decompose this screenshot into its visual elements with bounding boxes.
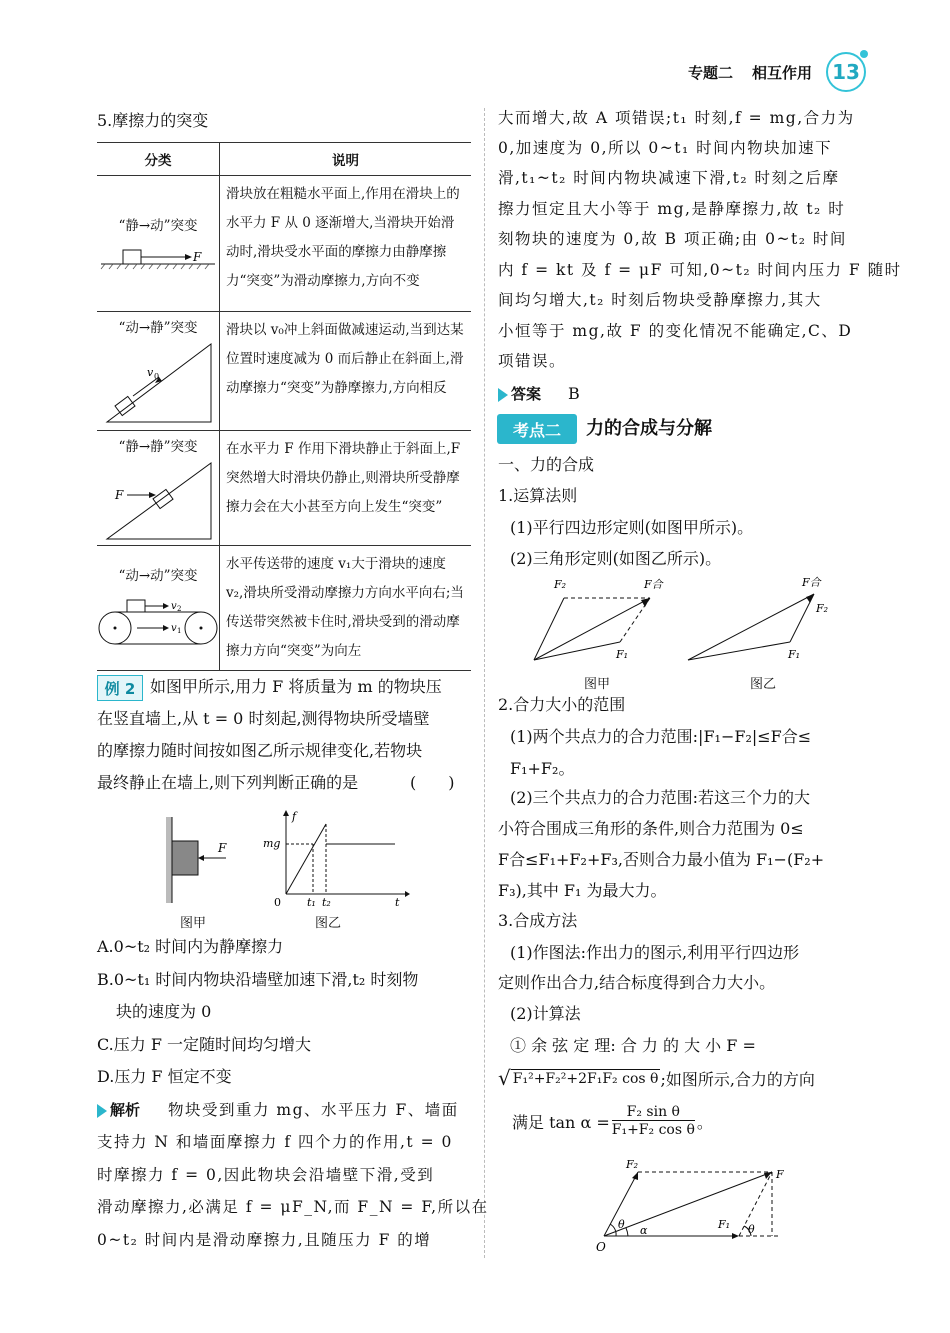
- example-stem-line: 最终静止在墙上,则下列判断正确的是: [97, 773, 359, 792]
- desc-cell: 滑块放在粗糙水平面上,作用在滑块上的水平力 F 从 0 逐渐增大,当滑块开始滑动时,滑块受水平面的摩擦力由静摩擦力“突变”为滑动摩擦力,方向不变: [220, 176, 472, 312]
- subheading: 3.合成方法: [498, 911, 578, 930]
- analysis-line: 支持力 N 和墙面摩擦力 f 四个力的作用,t = 0: [97, 1133, 453, 1151]
- table-header-row: [97, 143, 471, 176]
- analysis-cont-line: 0,加速度为 0,所以 0~t₁ 时间内物块加速下: [498, 139, 833, 157]
- tan-denominator: F₁+F₂ cos θ: [611, 1122, 695, 1138]
- analysis-label: [97, 1095, 140, 1125]
- answer-paren: ( ): [410, 773, 455, 792]
- example-stem-line: 如图甲所示,用力 F 将质量为 m 的物块压: [150, 677, 442, 696]
- category-label: “动→动”突变: [118, 568, 198, 584]
- analysis-cont-line: 小恒等于 mg,故 F 的变化情况不能确定,C、D: [498, 322, 853, 340]
- t2-label: t₂: [322, 896, 331, 909]
- svg-text:1: 1: [177, 627, 182, 635]
- rule-line: (2)三角形定则(如图乙所示)。: [510, 549, 722, 568]
- force-label: F: [218, 841, 227, 855]
- desc-cell: 滑块以 v₀冲上斜面做减速运动,当到达某位置时速度减为 0 而后静止在斜面上,滑动摩擦力“突变”为静摩擦力,方向相反: [220, 312, 472, 431]
- table-row: [97, 176, 471, 312]
- theta-label: θ: [748, 1223, 755, 1236]
- triangle-bullet-icon: [498, 388, 508, 402]
- tan-fraction: [612, 1104, 695, 1138]
- category-cell: [97, 176, 220, 312]
- table-row: [97, 546, 471, 671]
- range-line: F₃),其中 F₁ 为最大力。: [498, 881, 667, 900]
- method-line: (1)作图法:作出力的图示,利用平行四边形: [510, 943, 800, 962]
- figure-caption: 图甲: [584, 677, 611, 692]
- tan-numerator: F₂ sin θ: [626, 1104, 680, 1120]
- analysis-cont-line: 擦力恒定且大小等于 mg,是静摩擦力,故 t₂ 时: [498, 200, 846, 218]
- header-section: 专题二: [688, 64, 734, 82]
- option-c: C.压力 F 一定随时间均匀增大: [97, 1035, 312, 1054]
- answer-value: B: [568, 384, 580, 403]
- category-cell: [97, 431, 220, 546]
- option-d: D.压力 F 恒定不变: [97, 1067, 232, 1086]
- range-line: F₁+F₂。: [510, 759, 575, 778]
- topic-title: 力的合成与分解: [586, 418, 712, 439]
- analysis-cont-line: 滑,t₁~t₂ 时间内物块减速下滑,t₂ 时刻之后摩: [498, 169, 840, 187]
- range-line: (1)两个共点力的合力范围:|F₁−F₂|≤F合≤: [510, 727, 812, 746]
- page-number-badge: 13: [826, 52, 866, 92]
- triangle-figure: [682, 572, 842, 672]
- range-line: (2)三个共点力的合力范围:若这三个力的大: [510, 788, 811, 807]
- option-b: B.0~t₁ 时间内物块沿墙壁加速下滑,t₂ 时刻物: [97, 970, 419, 989]
- analysis-cont-line: 内 f = kt 及 f = μF 可知,0~t₂ 时间内压力 F 随时: [498, 261, 902, 279]
- desc-cell: 在水平力 F 作用下滑块静止于斜面上,F 突然增大时滑块仍静止,则滑块所受静摩擦力会在大小甚至方向上发生“突变”: [220, 431, 472, 546]
- example-label: 例 2: [97, 675, 143, 701]
- mg-label: mg: [263, 837, 281, 850]
- t1-label: t₁: [307, 896, 316, 909]
- sqrt-sign-icon: √: [498, 1066, 511, 1090]
- analysis-line: 时摩擦力 f = 0,因此物块会沿墙壁下滑,受到: [97, 1166, 435, 1184]
- analysis-label-text: 解析: [110, 1101, 141, 1119]
- analysis-cont-line: 间均匀增大,t₂ 时刻后物块受静摩擦力,其大: [498, 291, 822, 309]
- cosine-tail: ;如图所示,合力的方向: [660, 1069, 815, 1089]
- page-decor-dot: [860, 50, 868, 58]
- rule-line: (1)平行四边形定则(如图甲所示)。: [510, 518, 754, 537]
- category-label: “静→静”突变: [118, 439, 198, 455]
- tan-prefix: 满足 tan α =: [512, 1112, 610, 1132]
- svg-text:v: v: [147, 366, 154, 379]
- theta-label: θ: [618, 1218, 625, 1231]
- sqrt-radicand: F₁²+F₂²+2F₁F₂ cos θ: [512, 1070, 659, 1087]
- category-cell: [97, 312, 220, 431]
- f1-label: F₁: [718, 1218, 731, 1231]
- table-row: [97, 431, 471, 546]
- parallelogram-figure: [528, 572, 678, 672]
- svg-text:v: v: [171, 601, 177, 612]
- column-divider: [484, 108, 486, 1258]
- analysis-cont-line: 大而增大,故 A 项错误;t₁ 时刻,f = mg,合力为: [498, 109, 855, 127]
- axis-f-label: f: [292, 810, 297, 823]
- header-title: 相互作用: [752, 64, 813, 82]
- table-row: [97, 312, 471, 431]
- origin-o-label: O: [596, 1240, 606, 1254]
- figure-caption: 图乙: [750, 677, 777, 692]
- desc-cell: 水平传送带的速度 v₁大于滑块的速度 v₂,滑块所受滑动摩擦力方向水平向右;当传送带突然被卡住时,滑块受到的滑动摩擦力方向“突变”为向左: [220, 546, 472, 671]
- incline-slide-figure: [97, 336, 219, 426]
- origin-label: 0: [274, 896, 281, 909]
- section-heading: 一、力的合成: [498, 455, 595, 474]
- topic-badge: 考点二: [497, 414, 577, 444]
- subheading: 1.运算法则: [498, 486, 578, 505]
- fhe-label: F合: [802, 576, 821, 589]
- wall-block-figure: [160, 815, 240, 910]
- tan-formula: [512, 1104, 713, 1138]
- subheading: 2.合力大小的范围: [498, 695, 626, 714]
- example-stem-line: 的摩擦力随时间按如图乙所示规律变化,若物块: [97, 741, 423, 760]
- fhe-label: F合: [644, 578, 663, 591]
- col-header-category: 分类: [97, 143, 220, 176]
- svg-text:F: F: [115, 488, 124, 502]
- resultant-angle-figure: [594, 1156, 794, 1256]
- f2-label: F₂: [816, 602, 829, 615]
- f1-label: F₁: [616, 648, 629, 661]
- analysis-line: 物块受到重力 mg、水平压力 F、墙面: [168, 1101, 459, 1119]
- answer-row: [498, 379, 541, 409]
- figure-caption: 图乙: [315, 916, 342, 931]
- analysis-cont-line: 项错误。: [498, 352, 567, 370]
- block-horizontal-figure: [97, 234, 219, 284]
- triangle-bullet-icon: [97, 1104, 107, 1118]
- f2-label: F₂: [626, 1158, 639, 1171]
- option-a: A.0~t₂ 时间内为静摩擦力: [97, 937, 284, 956]
- f-label: F: [776, 1168, 784, 1181]
- sqrt-expression: [498, 1066, 815, 1090]
- tan-suffix: 。: [696, 1112, 713, 1132]
- analysis-cont-line: 刻物块的速度为 0,故 B 项正确;由 0~t₂ 时间: [498, 230, 847, 248]
- friction-table: [97, 142, 471, 671]
- category-cell: [97, 546, 220, 671]
- category-label: “动→静”突变: [118, 320, 198, 336]
- col-header-desc: 说明: [220, 143, 472, 176]
- option-b-cont: 块的速度为 0: [116, 1002, 212, 1021]
- cosine-line: ① 余 弦 定 理: 合 力 的 大 小 F =: [510, 1036, 756, 1055]
- friction-time-graph: [260, 810, 410, 910]
- analysis-line: 滑动摩擦力,必满足 f = μF_N,而 F_N = F,所以在: [97, 1198, 489, 1216]
- heading-friction-mutation: 5.摩擦力的突变: [97, 111, 209, 130]
- f1-label: F₁: [788, 648, 801, 661]
- range-line: F合≤F₁+F₂+F₃,否则合力最小值为 F₁−(F₂+: [498, 850, 825, 869]
- svg-text:0: 0: [154, 372, 160, 381]
- t-axis-label: t: [395, 896, 400, 909]
- alpha-label: α: [640, 1224, 648, 1237]
- f2-label: F₂: [554, 578, 567, 591]
- category-label: “静→动”突变: [118, 218, 198, 234]
- method-line: 定则作出合力,结合标度得到合力大小。: [498, 973, 776, 992]
- svg-text:v: v: [171, 623, 177, 634]
- method-line: (2)计算法: [510, 1004, 581, 1023]
- range-line: 小符合围成三角形的条件,则合力范围为 0≤: [498, 819, 804, 838]
- incline-static-figure: [97, 455, 219, 541]
- conveyor-figure: [97, 584, 219, 650]
- answer-label: 答案: [511, 385, 542, 403]
- svg-text:F: F: [193, 250, 202, 264]
- analysis-line: 0~t₂ 时间内是滑动摩擦力,且随压力 F 的增: [97, 1231, 432, 1249]
- svg-text:2: 2: [177, 605, 182, 613]
- figure-caption: 图甲: [180, 916, 207, 931]
- example-stem-line: 在竖直墙上,从 t = 0 时刻起,测得物块所受墙壁: [97, 709, 430, 728]
